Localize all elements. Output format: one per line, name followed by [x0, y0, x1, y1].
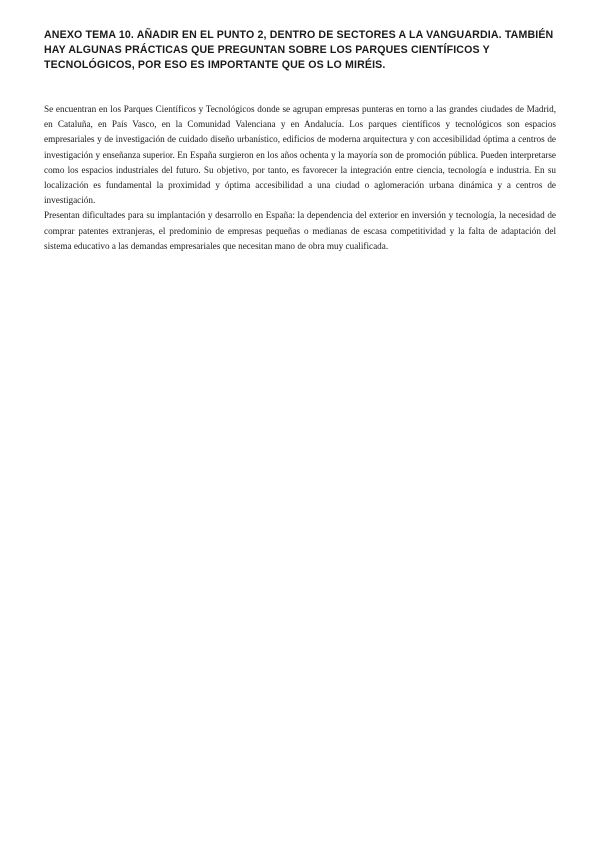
document-body	[44, 102, 556, 254]
document-heading: ANEXO TEMA 10. AÑADIR EN EL PUNTO 2, DENTRO DE SECTORES A LA VANGUARDIA. TAMBIÉN HAY ALGUNAS PRÁCTICAS QUE PREGUNTAN SOBRE LOS PARQUES CIENTÍFICOS Y TECNOLÓGICOS, POR ESO ES IMPORTANTE QUE OS LO MIRÉIS.	[44, 29, 554, 71]
paragraph-dificultades: Presentan dificultades para su implantación y desarrollo en España: la dependencia del exterior en inversión y tecnología, la necesidad de comprar patentes extranjeras, el predominio de empresas pequeñas o medianas de escasa competitividad y la falta de adaptación del sistema educativo a las demandas empresariales que necesitan mano de obra muy cualificada.	[44, 210, 556, 251]
paragraph-parques: Se encuentran en los Parques Científicos y Tecnológicos donde se agrupan empresas punteras en torno a las grandes ciudades de Madrid, en Cataluña, en País Vasco, en la Comunidad Valenciana y en Andalucía. Los parques científicos y tecnológicos son espacios empresariales y de investigación de cuidado diseño urbanístico, edificios de moderna arquitectura y con accesibilidad óptima a centros de investigación y enseñanza superior. En España surgieron en los años ochenta y la mayoría son de promoción pública. Pueden interpretarse como los espacios industriales del futuro. Su objetivo, por tanto, es favorecer la integración entre ciencia, tecnología e industria. En su localización es fundamental la proximidad y óptima accesibilidad a una ciudad o aglomeración urbana dinámica y a centros de investigación.	[44, 104, 556, 206]
